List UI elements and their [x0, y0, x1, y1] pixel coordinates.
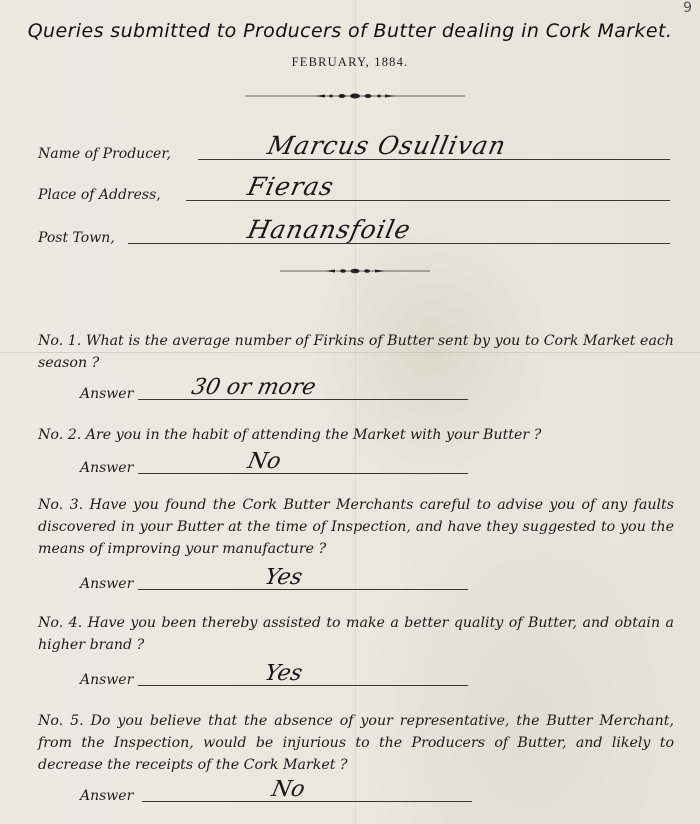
answer-value: 30 or more	[189, 375, 319, 400]
question-3: No. 3. Have you found the Cork Butter Merchants careful to advise you of any faults discovered in your Butter at the time of Inspection, and have they suggested to you the means of improving your manufacture ?	[38, 497, 674, 557]
document-title: Queries submitted to Producers of Butter dealing in Cork Market.	[27, 20, 673, 42]
answer-value: Yes	[262, 565, 305, 590]
answer-row-4	[80, 661, 480, 690]
field-label: Post Town,	[38, 230, 115, 246]
answer-value: No	[269, 777, 308, 802]
question-2: No. 2. Are you in the habit of attending the Market with your Butter ?	[38, 427, 542, 443]
answer-underline	[138, 589, 468, 590]
answer-row-3	[80, 565, 480, 594]
document-date: FEBRUARY, 1884.	[291, 55, 409, 69]
answer-label: Answer	[80, 788, 134, 804]
handwritten-value: Hanansfoile	[244, 215, 414, 244]
field-name-of-producer	[38, 131, 670, 166]
answer-underline	[138, 473, 468, 474]
answer-row-2	[80, 449, 480, 478]
field-label: Place of Address,	[38, 187, 161, 203]
answer-underline	[142, 801, 472, 802]
question-5: No. 5. Do you believe that the absence of your representative, the Butter Merchant, from the Inspection, would be injurious to the Producers of Butter, and likely to decrease the receipts of the Cork Market ?	[38, 713, 674, 773]
handwritten-value: Fieras	[244, 172, 337, 201]
field-label: Name of Producer,	[38, 146, 171, 162]
answer-value: No	[245, 449, 284, 474]
question-1: No. 1. What is the average number of Firkins of Butter sent by you to Cork Market each season ?	[38, 333, 674, 371]
question-4: No. 4. Have you been thereby assisted to make a better quality of Butter, and obtain a higher brand ?	[38, 615, 674, 653]
answer-row-5	[80, 777, 480, 806]
paper-crease	[355, 0, 356, 824]
answer-label: Answer	[80, 672, 134, 688]
ornament-divider	[245, 92, 465, 100]
answer-label: Answer	[80, 460, 134, 476]
answer-underline	[138, 685, 468, 686]
answer-row-1	[80, 375, 480, 404]
answer-label: Answer	[80, 576, 134, 592]
field-place-of-address	[38, 172, 670, 207]
answer-label: Answer	[80, 386, 134, 402]
ornament-divider	[280, 267, 430, 275]
handwritten-value: Marcus Osullivan	[264, 131, 509, 160]
answer-value: Yes	[262, 661, 305, 686]
corner-mark: 9	[683, 0, 692, 16]
field-post-town	[38, 215, 670, 250]
